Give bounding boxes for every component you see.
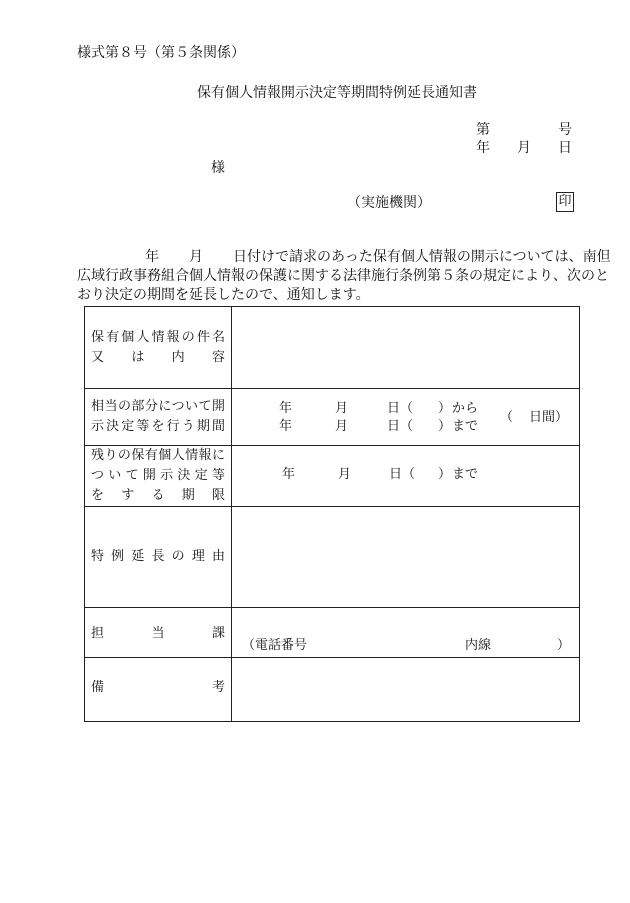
agency-label: （実施機関） <box>347 195 431 211</box>
notice-table <box>84 306 580 722</box>
label-remarks: 備考 <box>85 658 232 722</box>
doc-number-go: 号 <box>558 122 572 138</box>
label-department: 担当課 <box>85 608 232 658</box>
date-day: 日 <box>558 140 572 156</box>
label-subject: 保有個人情報の件名 又は内容 <box>85 307 232 389</box>
value-subject[interactable] <box>232 307 580 389</box>
doc-number-dai: 第 <box>476 122 490 138</box>
notice-body <box>77 248 611 305</box>
row-period <box>85 389 580 446</box>
label-deadline: 残りの保有個人情報に ついて開示決定等 をする期限 <box>85 446 232 507</box>
date-year: 年 <box>476 140 490 156</box>
row-department <box>85 608 580 658</box>
body-line-3: おり決定の期間を延長したので、通知します。 <box>77 287 370 303</box>
body-year: 年 <box>145 249 159 265</box>
label-reason: 特例延長の理由 <box>85 507 232 608</box>
body-line-2: 広域行政事務組合個人情報の保護に関する法律施行条例第５条の規定により、次のと <box>77 268 609 284</box>
body-line1-text: 日付けで請求のあった保有個人情報の開示については、南但 <box>233 249 611 265</box>
row-reason <box>85 507 580 608</box>
row-deadline <box>85 446 580 507</box>
value-department[interactable]: （電話番号 内線 ） <box>232 608 580 658</box>
row-subject <box>85 307 580 389</box>
value-reason[interactable] <box>232 507 580 608</box>
body-month: 月 <box>189 249 203 265</box>
date-month: 月 <box>517 140 531 156</box>
value-period[interactable]: 年 月 日（ ） から 年 月 日（ ） まで （ 日間） <box>232 389 580 446</box>
form-number: 様式第８号（第５条関係） <box>77 45 245 61</box>
document-title: 保有個人情報開示決定等期間特例延長通知書 <box>197 85 477 101</box>
seal-mark: 印 <box>556 192 574 212</box>
value-deadline[interactable]: 年 月 日（ ） まで <box>232 446 580 507</box>
value-remarks[interactable] <box>232 658 580 722</box>
addressee-sama: 様 <box>211 160 225 176</box>
row-remarks <box>85 658 580 722</box>
label-period: 相当の部分について開 示決定等を行う期間 <box>85 389 232 446</box>
body-line-1 <box>77 248 611 267</box>
